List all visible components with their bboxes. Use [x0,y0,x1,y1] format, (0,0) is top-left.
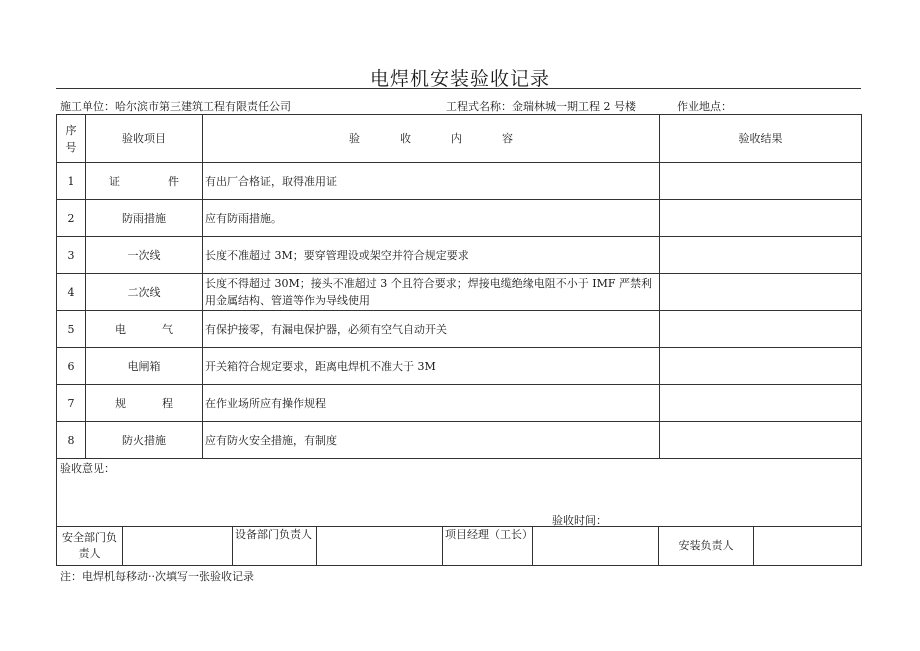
row-result[interactable] [660,422,862,459]
opinion-time-label: 验收时间： [552,514,607,527]
table-row [57,200,862,237]
work-location-label: 作业地点： [677,100,732,113]
row-result[interactable] [660,385,862,422]
work-location [677,98,732,114]
opinion-row [57,459,862,527]
row-content: 长度不准超过 3M；要穿管理设或架空并符合规定要求 [203,237,660,274]
row-item: 证 件 [86,163,203,200]
row-item: 防雨措施 [86,200,203,237]
opinion-cell[interactable] [57,459,862,527]
row-no: 2 [57,200,86,237]
construction-unit-label: 施工单位： [60,100,115,113]
row-no: 1 [57,163,86,200]
row-item: 一次线 [86,237,203,274]
table-row [57,348,862,385]
table-row [57,385,862,422]
opinion-label: 验收意见： [60,462,115,475]
row-no: 6 [57,348,86,385]
project-name [446,98,636,114]
table-row [57,422,862,459]
project-name-label: 工程式名称： [446,100,512,113]
title-underline [56,88,861,89]
row-result[interactable] [660,274,862,311]
table-header-row [57,115,862,163]
row-item: 规 程 [86,385,203,422]
footnote: 注：电焊机每移动··次填写一张验收记录 [60,570,254,583]
signature-table [56,526,862,566]
installer-signature[interactable] [754,527,862,566]
row-content: 开关箱符合规定要求，距离电焊机不准大于 3M [203,348,660,385]
project-manager-label: 项目经理（工长） [443,527,533,566]
project-name-value: 金瑞林城一期工程 2 号楼 [512,100,636,113]
row-no: 3 [57,237,86,274]
safety-dept-label: 安全部门负 责人 [57,527,123,566]
row-item: 防火措施 [86,422,203,459]
table-row [57,237,862,274]
row-no: 7 [57,385,86,422]
construction-unit [60,98,291,114]
row-content: 在作业场所应有操作规程 [203,385,660,422]
construction-unit-value: 哈尔滨市第三建筑工程有限责任公司 [115,100,291,113]
table-row [57,163,862,200]
table-row [57,274,862,311]
safety-dept-signature[interactable] [123,527,233,566]
project-manager-signature[interactable] [533,527,659,566]
row-result[interactable] [660,163,862,200]
row-content: 有保护接零，有漏电保护器，必须有空气自动开关 [203,311,660,348]
header-content: 验 收 内 容 [203,115,660,163]
row-result[interactable] [660,311,862,348]
equipment-dept-label: 设备部门负责人 [233,527,317,566]
header-seq: 序 号 [57,115,86,163]
row-content: 应有防雨措施。 [203,200,660,237]
header-item: 验收项目 [86,115,203,163]
row-result[interactable] [660,237,862,274]
page-title: 电焊机安装验收记录 [369,68,550,90]
table-row [57,311,862,348]
row-item: 电 气 [86,311,203,348]
row-result[interactable] [660,348,862,385]
equipment-dept-signature[interactable] [317,527,443,566]
row-content: 应有防火安全措施，有制度 [203,422,660,459]
row-no: 4 [57,274,86,311]
row-no: 5 [57,311,86,348]
row-content: 长度不得超过 30M；接头不准超过 3 个且符合要求；焊接电缆绝缘电阻不小于 IMF 严禁利用金属结构、管道等作为导线使用 [203,274,660,311]
header-result: 验收结果 [660,115,862,163]
row-result[interactable] [660,200,862,237]
row-content: 有出厂合格证，取得准用证 [203,163,660,200]
inspection-table [56,114,862,527]
row-no: 8 [57,422,86,459]
installer-label: 安装负责人 [659,527,754,566]
row-item: 二次线 [86,274,203,311]
row-item: 电闸箱 [86,348,203,385]
